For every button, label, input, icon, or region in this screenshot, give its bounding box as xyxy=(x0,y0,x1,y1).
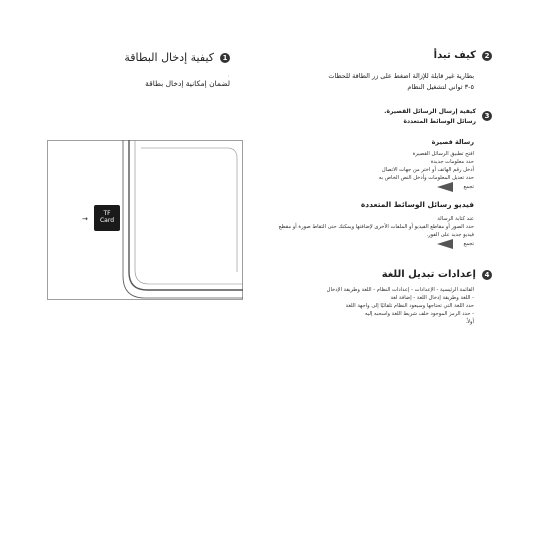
how-to-start-heading xyxy=(252,50,492,61)
step-number-2: 2 xyxy=(482,51,492,61)
phone-illustration xyxy=(47,140,243,300)
step-number-3: 3 xyxy=(482,111,492,121)
left-section xyxy=(30,51,230,89)
sms-title-2: رسائل الوسائط المتعددة xyxy=(403,118,476,125)
tf-card-sublabel: Card xyxy=(99,217,115,224)
sms-subtitle: رسالة قصيرة xyxy=(431,138,474,146)
mms-line-2: حدد الصور أو مقاطع الفيديو أو الملفات الأخرى لإضافتها ويمكنك حتى التقاط صورة أو مقطع xyxy=(278,224,474,230)
lang-line-4: - حدد الرمز الموجود خلف شريط اللغة واسحبه إليه xyxy=(365,311,474,317)
tf-card xyxy=(94,205,120,231)
insert-card-heading xyxy=(30,51,230,64)
sms-line-2: حدد معلومات جديدة xyxy=(430,159,474,165)
lang-line-5: أولاً. xyxy=(465,319,474,325)
lang-line-1: القائمة الرئيسية - الإعدادات - إعدادات النظام - اللغة وطريقة الإدخال xyxy=(326,287,474,293)
mms-send-label: تجمع xyxy=(463,241,474,247)
mms-subtitle: فيديو رسائل الوسائط المتعددة xyxy=(360,200,474,209)
sms-line-4: حدد تعديل المعلومات وأدخل النص الخاص به xyxy=(378,175,474,181)
mms-block xyxy=(252,200,474,249)
send-icon-2 xyxy=(437,239,453,249)
start-line-2: ٥-٣ ثواني لتشغيل النظام xyxy=(407,83,474,91)
arrow-right-icon: → xyxy=(82,215,88,223)
start-line-1: بطارية غير قابلة للإزالة اضغط على زر الطاقة للحظات xyxy=(328,72,474,80)
mms-line-3: فيديو جديد على الفور. xyxy=(426,232,474,238)
step-number-1: 1 xyxy=(220,53,230,63)
how-to-start-title: كيف تبدأ xyxy=(433,50,476,61)
insert-card-title: كيفية إدخال البطاقة xyxy=(124,51,214,64)
right-section xyxy=(252,50,492,326)
sms-send-label: تجمع xyxy=(463,184,474,190)
tf-card-label: TF xyxy=(103,210,111,217)
step-number-4: 4 xyxy=(482,270,492,280)
footnote-mark: ' xyxy=(228,75,230,80)
language-heading xyxy=(252,269,492,280)
lang-line-3: حدد اللغة التي تحتاجها وسيعود النظام تلقائيًا إلى واجهة اللغة xyxy=(345,303,474,309)
sms-block xyxy=(252,137,474,192)
lang-line-2: - اللغة وطريقة إدخال اللغة - إضافة لغة xyxy=(390,295,474,301)
send-icon xyxy=(437,182,453,192)
insert-card-subtitle: لضمان إمكانية إدخال بطاقة xyxy=(145,79,230,88)
sms-heading xyxy=(252,107,492,127)
sms-title-1: كيفية إرسال الرسائل القصيرة. xyxy=(384,108,476,115)
language-title: إعدادات تبديل اللغة xyxy=(381,269,476,280)
sms-line-1: افتح تطبيق الرسائل القصيرة xyxy=(412,151,474,157)
sms-line-3: أدخل رقم الهاتف أو اختر من جهات الاتصال xyxy=(381,167,474,173)
mms-line-1: عند كتابة الرسالة xyxy=(437,216,474,222)
